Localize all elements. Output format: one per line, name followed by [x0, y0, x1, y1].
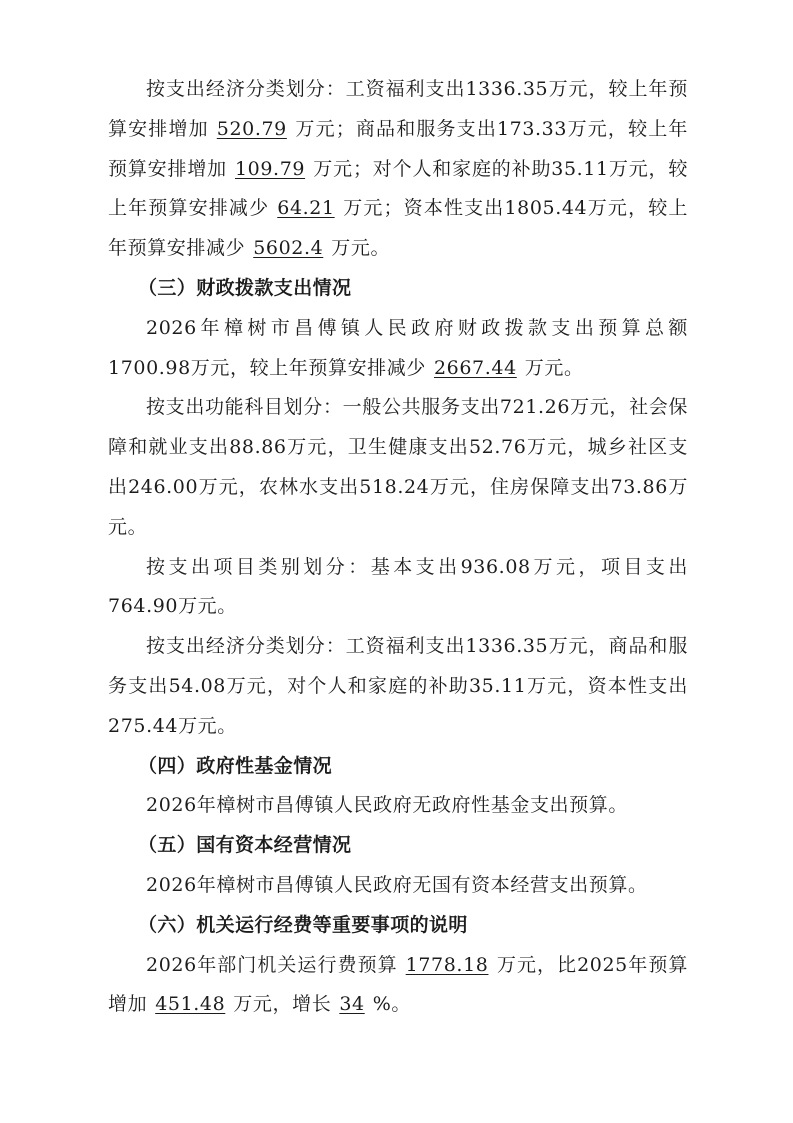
text-run: （三）财政拨款支出情况	[138, 276, 352, 299]
text-run: 万元，增长	[233, 993, 332, 1016]
text-run: 按支出项目类别划分：基本支出936.08万元，项目支出764.90万元。	[108, 555, 688, 618]
section-heading	[108, 269, 688, 309]
text-run: 2026年部门机关运行费预算	[146, 953, 398, 976]
body-paragraph	[108, 786, 688, 826]
text-run: 2026年樟树市昌傅镇人民政府无政府性基金支出预算。	[146, 794, 628, 817]
body-paragraph	[108, 388, 688, 547]
text-run: 按支出经济分类划分：工资福利支出1336.35万元，商品和服务支出54.08万元，对个人和家庭的补助35.11万元，资本性支出275.44万元。	[108, 635, 688, 737]
section-heading	[108, 906, 688, 946]
underlined-amount: 64.21	[277, 197, 335, 220]
text-run: %。	[372, 993, 411, 1016]
body-paragraph	[108, 946, 688, 1026]
underlined-amount: 1778.18	[405, 953, 489, 976]
body-paragraph	[108, 866, 688, 906]
section-heading	[108, 747, 688, 787]
text-run: （四）政府性基金情况	[138, 754, 333, 777]
underlined-amount: 451.48	[155, 993, 226, 1016]
text-run: 万元，比2025年预算增加	[108, 953, 688, 1016]
body-paragraph	[108, 70, 688, 269]
underlined-amount: 5602.4	[253, 237, 324, 260]
underlined-amount: 109.79	[234, 157, 306, 180]
section-heading	[108, 826, 688, 866]
text-run: （五）国有资本经营情况	[138, 834, 352, 857]
text-run: 万元。	[524, 356, 584, 379]
body-paragraph	[108, 548, 688, 628]
text-run: 万元；资本性支出1805.44万元，较上年预算安排减少	[108, 197, 688, 260]
body-paragraph	[108, 309, 688, 389]
text-run: 万元；商品和服务支出173.33万元，较上年预算安排增加	[108, 117, 688, 180]
text-run: （六）机关运行经费等重要事项的说明	[138, 913, 468, 936]
text-run: 2026年樟树市昌傅镇人民政府无国有资本经营支出预算。	[146, 873, 648, 896]
body-paragraph	[108, 627, 688, 746]
underlined-amount: 520.79	[216, 117, 287, 140]
text-run: 2026年樟树市昌傅镇人民政府财政拨款支出预算总额1700.98万元，较上年预算安排减少	[108, 316, 688, 379]
text-run: 按支出经济分类划分：工资福利支出1336.35万元，较上年预算安排增加	[108, 78, 688, 140]
text-run: 万元。	[331, 237, 391, 260]
underlined-amount: 2667.44	[433, 356, 517, 379]
text-run: 按支出功能科目划分：一般公共服务支出721.26万元，社会保障和就业支出88.86万元，卫生健康支出52.76万元，城乡社区支出246.00万元，农林水支出518.24万元，住房保障支出73.86万元。	[108, 396, 688, 538]
document-body	[108, 70, 688, 1025]
underlined-amount: 34	[339, 993, 365, 1016]
text-run: 万元；对个人和家庭的补助35.11万元，较上年预算安排减少	[108, 157, 688, 220]
